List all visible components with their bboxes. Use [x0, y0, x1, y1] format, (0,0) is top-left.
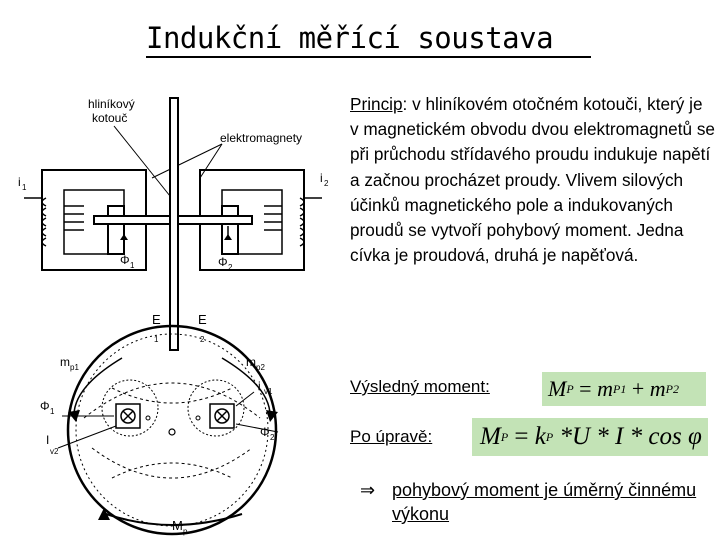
svg-text:2: 2	[324, 179, 329, 188]
mp-label: M	[172, 518, 183, 533]
disk-label-line2: kotouč	[92, 111, 128, 125]
svg-text:2: 2	[200, 335, 205, 344]
svg-text:p2: p2	[256, 363, 265, 372]
mp2-label: m	[246, 355, 256, 369]
formula-adjusted-moment: M P = k P *U * I * cos φ	[472, 418, 708, 456]
i1-label: i	[18, 175, 21, 189]
svg-text:v2: v2	[50, 447, 59, 456]
formula-total-moment: M P = m P1 + m P2	[542, 372, 706, 406]
svg-text:2: 2	[270, 433, 275, 442]
result-label: Výsledný moment:	[350, 377, 490, 396]
e2-label: E	[198, 312, 207, 327]
svg-text:1: 1	[22, 183, 27, 192]
iv1-label: i	[258, 379, 261, 393]
svg-text:1: 1	[50, 407, 55, 416]
implies-arrow-icon: ⇒	[360, 480, 376, 500]
svg-text:p1: p1	[70, 363, 79, 372]
svg-text:2: 2	[228, 263, 233, 272]
electromagnet-diagram	[18, 97, 329, 350]
svg-text:1: 1	[154, 335, 159, 344]
principle-paragraph	[350, 92, 715, 268]
phi2-label: Φ	[218, 255, 228, 269]
phi1-label: Φ	[120, 253, 130, 267]
disk-label-line1: hliníkový	[88, 97, 135, 111]
slide-title: Indukční měřící soustava	[146, 18, 591, 58]
electromagnets-label: elektromagnety	[220, 131, 303, 145]
phi2b-label: Φ	[260, 425, 270, 439]
svg-text:1: 1	[130, 261, 135, 270]
principle-text: : v hliníkovém otočném kotouči, který je v magnetickém obvodu dvou elektromagnetů se při průchodu střídavého proudu indukuje napětí a začnou procházet proudy. Vlivem silových účinků magnetického pole a indukovaných proudů se vytvoří pohybový moment. Jedna cívka je proudová, druhá je napěťová.	[350, 94, 715, 266]
disk-field-diagram	[40, 326, 278, 536]
iv2-label: I	[46, 433, 50, 447]
induction-meter-diagram	[2, 88, 340, 536]
principle-lead: Princip	[350, 94, 403, 114]
e1-label: E	[152, 312, 161, 327]
mp1-label: m	[60, 355, 70, 369]
svg-text:p: p	[183, 527, 188, 536]
svg-text:v1: v1	[264, 387, 273, 396]
i2-label: i	[320, 171, 323, 185]
adjust-label: Po úpravě:	[350, 427, 433, 446]
conclusion-text: pohybový moment je úměrný činnému výkonu	[392, 480, 697, 524]
phi1b-label: Φ	[40, 399, 50, 413]
